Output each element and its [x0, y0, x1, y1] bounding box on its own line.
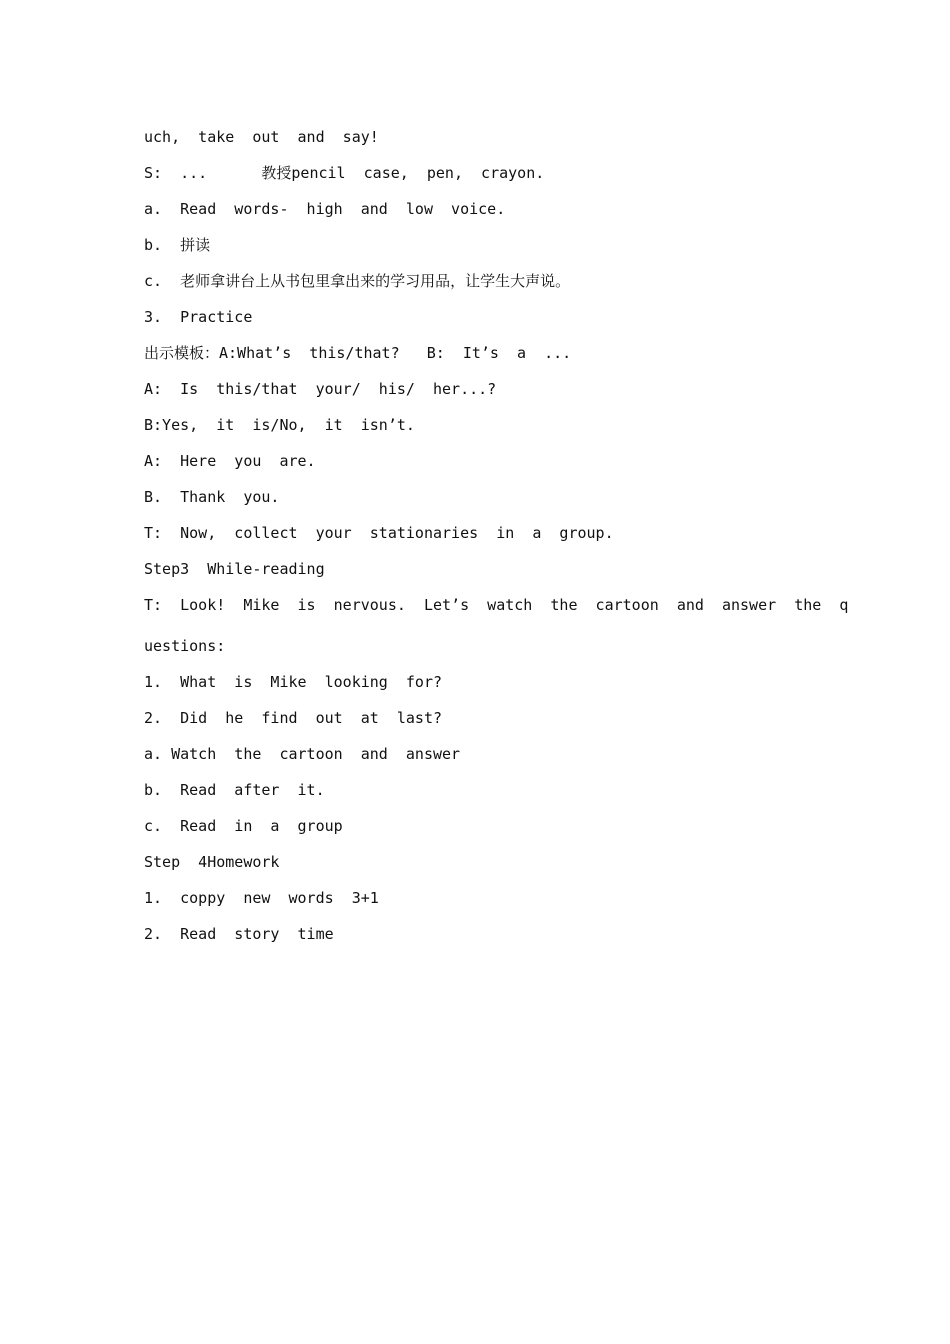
- text-line: 2. Read story time: [144, 925, 334, 943]
- text-line: uestions:: [144, 637, 226, 655]
- section-heading: 3. Practice: [144, 308, 253, 326]
- text-line: c. Read in a group: [144, 817, 343, 835]
- text-line: T: Now, collect your stationaries in a group.: [144, 524, 614, 542]
- text-line: 出示模板：A:What’s this/that? B: It’s a ...: [144, 344, 572, 362]
- text-line: uch, take out and say!: [144, 128, 379, 146]
- text-line: 2. Did he find out at last?: [144, 709, 443, 727]
- section-heading: Step3 While-reading: [144, 560, 325, 578]
- text-line: c. 老师拿讲台上从书包里拿出来的学习用品，让学生大声说。: [144, 272, 571, 290]
- text-line: 1. What is Mike looking for?: [144, 673, 443, 691]
- text-line: B. Thank you.: [144, 488, 280, 506]
- text-line: b. 拼读: [144, 236, 211, 254]
- text-line: S: ... 教授pencil case, pen, crayon.: [144, 164, 545, 182]
- text-line: A: Is this/that your/ his/ her...?: [144, 380, 497, 398]
- text-line: b. Read after it.: [144, 781, 325, 799]
- text-line: 1. coppy new words 3+1: [144, 889, 379, 907]
- text-line: B:Yes, it is/No, it isn’t.: [144, 416, 415, 434]
- text-line: a. Watch the cartoon and answer: [144, 745, 461, 763]
- section-heading: Step 4Homework: [144, 853, 280, 871]
- text-line: A: Here you are.: [144, 452, 316, 470]
- text-line: a. Read words- high and low voice.: [144, 200, 506, 218]
- text-line: T: Look! Mike is nervous. Let’s watch the cartoon and answer the q: [144, 596, 849, 614]
